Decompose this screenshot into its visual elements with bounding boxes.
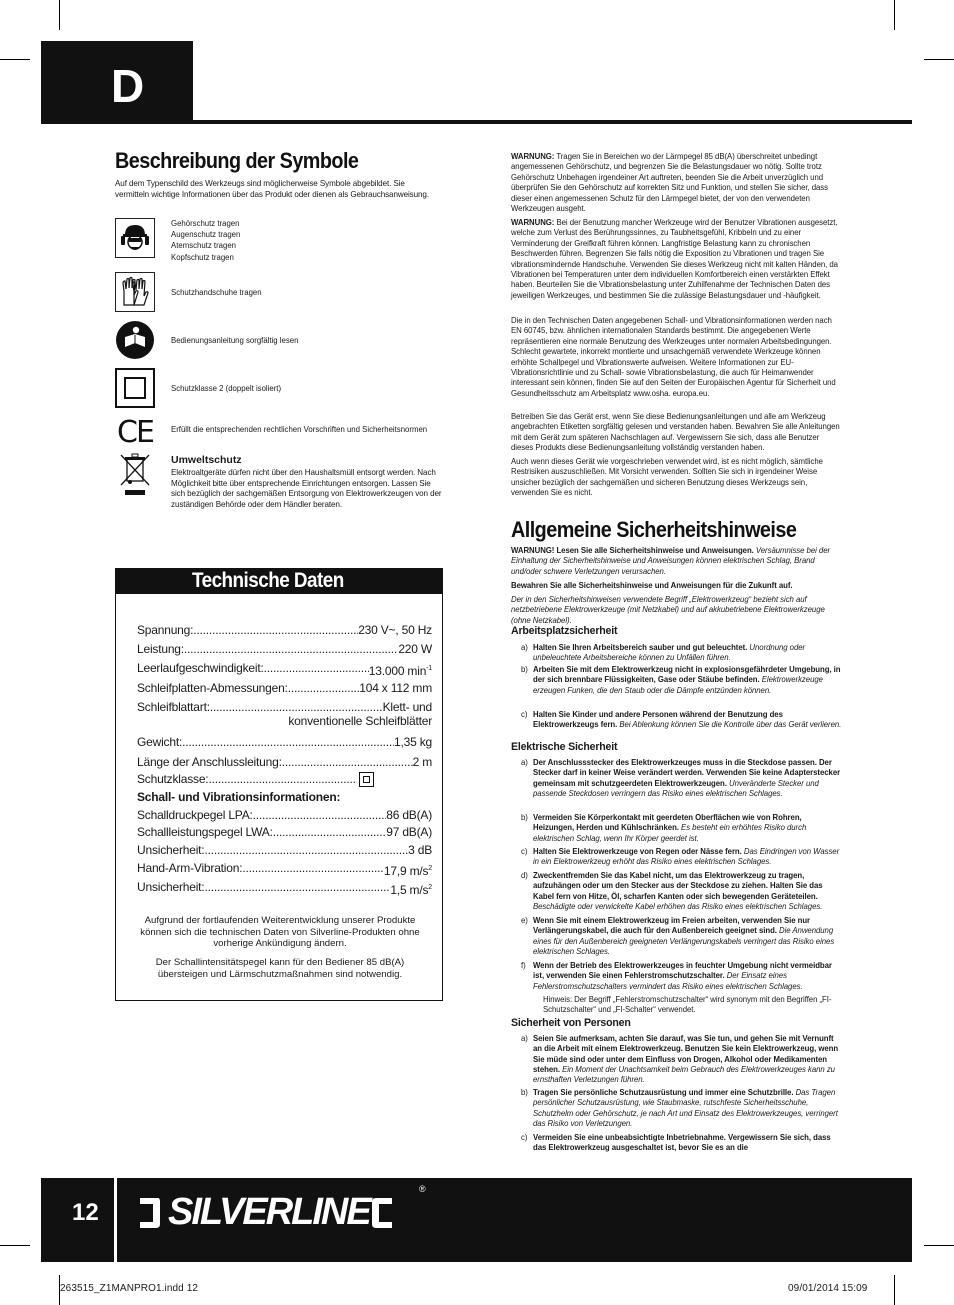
symbol-gloves — [115, 272, 155, 312]
safety-term: Der in den Sicherheitshinweisen verwendete Begriff „Elektrowerkzeug“ bezieht sich auf netzbetriebene Elektrowerkzeuge (mit Netzkabel) und auf akkubetriebene Elektrowerkzeuge (ohne Netzkabel). — [511, 595, 825, 625]
list-item: b) Tragen Sie persönliche Schutzausrüstung und immer eine Schutzbrille. Das Tragen persönlicher Schutzausrüstung, wie Staubmaske, rutschfeste Sicherheitsschuhe, Schutzhelm oder Gehörschutz, je nach Art und Einsatz des Elektrowerkzeuges, verringert das Risiko von Verletzungen. — [521, 1088, 838, 1128]
spec-row: Unsicherheit: ..... 1,5 $m/s^2$ — [137, 880, 432, 898]
list-item: c) Vermeiden Sie eine unbeabsichtigte Inbetriebnahme. Vergewissern Sie sich, dass das Elektrowerkzeug ausgeschaltet ist, bevor Sie es an die — [521, 1133, 831, 1153]
symbol-line: Atemschutz tragen — [171, 241, 237, 251]
symbol-line: Augenschutz tragen — [171, 230, 241, 240]
symbol-class2 — [115, 368, 155, 408]
symbol-class2-text: Schutzklasse 2 (doppelt isoliert) — [171, 384, 282, 393]
registered-mark: ® — [419, 1184, 426, 1194]
hint-text: Hinweis: Der Begriff „Fehlerstromschutzschalter“ wird synonym mit den Begriffen „FI-Schutzschalter“ und „FI-Schalter“ verwendet. — [543, 995, 832, 1015]
page-footer — [41, 1178, 912, 1262]
spec-row: Schleifplatten-Abmessungen: ..... 104 x 112 mm — [137, 681, 432, 696]
tech-note: Der Schallintensitätspegel kann für den Bediener 85 dB(A) übersteigen und Lärmschutzmaßnahmen sind notwendig. — [155, 957, 405, 980]
protective-gear-icon — [115, 218, 155, 258]
work-safety-heading: Arbeitsplatzsicherheit — [511, 625, 618, 637]
list-item: f) Wenn der Betrieb des Elektrowerkzeuges in feuchter Umgebung nicht vermeidbar ist, verwenden Sie einen Fehlerstromschutzschalter. Der Einsatz eines Fehlerstromschutzschalters vermindert das Risiko eines elektrischen Schlages. — [521, 961, 832, 991]
class-2-icon — [359, 772, 374, 787]
spec-row: Hand-Arm-Vibration: ..... 17,9 $m/s^2$ — [137, 861, 432, 879]
list-item: d) Zweckentfremden Sie das Kabel nicht, um das Elektrowerkzeug zu tragen, aufzuhängen oder um den Stecker aus der Steckdose zu ziehen. Halten Sie das Kabel fern von Hitze, Öl, scharfen Kanten oder sich bewegenden Geräteteilen. Beschädigte oder verwickelte Kabel erhöhen das Risiko eines elektrischen Schlages. — [521, 871, 823, 911]
crop-mark — [924, 59, 954, 60]
spec-row: Schleifblattart: ..... Klett- und — [137, 700, 432, 715]
warning-noise: WARNUNG: Tragen Sie in Bereichen wo der Lärmpegel 85 dB(A) überschreitet unbedingt angemessenen Gehörschutz, und begrenzen Sie die Belastungsdauer wo nötig. Sollte trotz Gehörschutz Unbehagen irgendeiner Art auftreten, beenden Sie die Arbeit unverzüglich und überprüfen Sie den Gehörschutz auf korrekten Sitz und Funktion, und stellen Sie sicher, dass dieser einen angemessenen Schutz für den Lärmpegel bietet, der von den verwendeten Werkzeugen ausgeht. — [511, 152, 828, 214]
crop-mark — [0, 59, 30, 60]
crop-mark — [59, 0, 60, 30]
symbol-manual — [115, 320, 155, 360]
header-rule — [193, 120, 912, 124]
gloves-icon — [115, 272, 155, 312]
symbol-ce — [115, 412, 155, 452]
spec-row: Leistung: ..... 220 W — [137, 642, 432, 657]
symbol-gloves-text: Schutzhandschuhe tragen — [171, 288, 262, 297]
spec-row: Länge der Anschlussleitung: ..... 2 m — [137, 755, 432, 770]
spec-row: Unsicherheit: ..... 3 dB — [137, 843, 432, 858]
class-2-icon — [115, 368, 155, 408]
spec-row: Leerlaufgeschwindigkeit: ..... 13.000 $\min^{-1}$ — [137, 661, 432, 679]
footer-divider — [114, 1178, 117, 1262]
list-item: e) Wenn Sie mit einem Elektrowerkzeug im Freien arbeiten, verwenden Sie nur Verlängerungskabel, die auch für den Außenbereich geeignet sind. Die Anwendung eines für den Außenbereich geeigneten Verlängerungskabels verringert das Risiko eines elektrischen Schlages. — [521, 916, 835, 956]
spec-row: Schalldruckpegel LPA: ..... 86 dB(A) — [137, 808, 432, 823]
info-paragraph: Die in den Technischen Daten angegebenen Schall- und Vibrationsinformationen werden nach EN 60745, bzw. ähnlichen internationalen Standards bestimmt. Die angegebenen Werte repräsentieren eine normale Benutzung des Werkzeuges unter normalen Arbeitsbedingungen. Schlecht gewartete, inkorrekt montierte und unsachgemäß verwendete Werkzeuge können erhöhte Schallpegel und Vibrationswerte aufweisen. Weitere Informationen zur EU-Vibrationsrichtlinie und zu Schall- sowie Vibrationsbelastung, die auch für Heimanwender interessant sein können, finden Sie auf den Seiten der Europäischen Agentur für Sicherheit und Gesundheitsschutz am Arbeitsplatz www.osha. europa.eu. — [511, 316, 836, 398]
noise-title: Schall- und Vibrationsinformationen: — [137, 790, 341, 804]
symbol-ce-text: Erfüllt die entsprechenden rechtlichen Vorschriften und Sicherheitsnormen — [171, 425, 428, 434]
section-letter: D — [41, 41, 193, 124]
crop-mark — [0, 1245, 30, 1246]
list-item: a) Der Anschlussstecker des Elektrowerkzeuges muss in die Steckdose passen. Der Stecker darf in keiner Weise verändert werden. Verwenden Sie keine Adapterstecker gemeinsam mit schutzgeerdeten Elektrowerkzeugen. Unveränderte Stecker und passende Steckdosen verringern das Risiko eines elektrischen Schlages. — [521, 758, 841, 798]
ce-mark-icon: CE — [117, 414, 153, 450]
page-number: 12 — [72, 1199, 99, 1226]
spec-row: Gewicht: ..... 1,35 kg — [137, 735, 432, 750]
crop-mark — [894, 1275, 895, 1305]
symbol-ppe — [115, 218, 155, 258]
spec-row: Schallleistungspegel LWA: ..... 97 dB(A) — [137, 825, 432, 840]
info-paragraph: Betreiben Sie das Gerät erst, wenn Sie diese Bedienungsanleitungen und alle am Werkzeug angebrachten Etiketten sorgfältig gelesen und verstanden haben. Bewahren Sie alle Anleitungen mit dem Gerät zum späteren Nachschlagen auf. Vergewissern Sie sich, dass alle Benutzer dieses Produkts diese Bedienungsanleitung vollständig verstanden haben. — [511, 412, 840, 453]
page-header — [41, 41, 912, 124]
crop-mark — [924, 1245, 954, 1246]
tech-title: Technische Daten — [192, 569, 344, 592]
safety-keep: Bewahren Sie alle Sicherheitshinweise und Anweisungen für die Zukunft auf. — [511, 581, 793, 590]
technical-data-box — [115, 568, 443, 1001]
crop-mark — [894, 0, 895, 30]
slug-date: 09/01/2014 15:09 — [788, 1283, 868, 1294]
crossed-bin-icon — [115, 454, 155, 494]
spec-row-cont: konventionelle Schleifblätter — [288, 714, 432, 728]
personal-safety-heading: Sicherheit von Personen — [511, 1017, 631, 1029]
symbol-line: Kopfschutz tragen — [171, 252, 234, 262]
tech-title-bar — [115, 568, 443, 594]
electrical-safety-heading: Elektrische Sicherheit — [511, 741, 618, 753]
environment-text: Elektroaltgeräte dürfen nicht über den Haushaltsmüll entsorgt werden. Nach Möglichkeit bitte über entsprechende Einrichtungen entsorgen. Lassen Sie sich bezüglich der sachgemäßen Entsorgung von Elektrowerkzeugen von der zuständigen Behörde oder dem Händler beraten. — [171, 468, 442, 509]
list-item: a) Halten Sie Ihren Arbeitsbereich sauber und gut beleuchtet. Unordnung oder unbeleuchtete Arbeitsbereiche können zu Unfällen führen. — [521, 643, 806, 663]
list-item: b) Vermeiden Sie Körperkontakt mit geerdeten Oberflächen wie von Rohren, Heizungen, Herden und Kühlschränken. Es besteht ein erhöhtes Risiko durch elektrischen Schlag, wenn Ihr Körper geerdet ist. — [521, 813, 807, 843]
logo-right-bracket-icon — [370, 1194, 396, 1230]
logo-left-bracket-icon — [136, 1194, 162, 1230]
spec-row: Spannung: ..... 230 V~, 50 Hz — [137, 623, 432, 638]
symbol-weee — [115, 454, 155, 494]
tech-note: Aufgrund der fortlaufenden Weiterentwicklung unserer Produkte können sich die technischen Daten von Silverline-Produkten ohne vorherige Ankündigung ändern. — [140, 915, 420, 949]
warning-vibration: WARNUNG: Bei der Benutzung mancher Werkzeuge wird der Benutzer Vibrationen ausgesetzt, welche zum Verlust des Berührungssinnes, zu Taubheitsgefühl, Kribbeln und zu einer Verminderung der Greifkraft führen können. Langfristige Belastung kann zu chronischen Beschwerden führen. Begrenzen Sie falls nötig die Exposition zu Vibrationen und tragen Sie vibrationsmindernde Handschuhe. Verwenden Sie dieses Werkzeug nicht mit kalten Händen, da Vibrationen bei Temperaturen unter dem individuellen Komfortbereich einen verstärkten Effekt haben. Beurteilen Sie die Vibrationsbelastung unter Zuhilfenahme der Technischen Daten des jeweiligen Werkzeuges, und bestimmen Sie die zulässige Belastungsdauer und -häufigkeit. — [511, 218, 838, 300]
symbol-ppe-text — [171, 218, 451, 263]
list-item: c) Halten Sie Elektrowerkzeuge von Regen oder Nässe fern. Das Eindringen von Wasser in ein Elektrowerkzeug erhöht das Risiko eines elektrischen Schlages. — [521, 847, 840, 867]
list-item: a) Seien Sie aufmerksam, achten Sie darauf, was Sie tun, und gehen Sie mit Vernunft an die Arbeit mit einem Elektrowerkzeug. Benutzen Sie kein Elektrowerkzeug, wenn Sie müde sind oder unter dem Einfluss von Drogen, Alkohol oder Medikamenten stehen. Ein Moment der Unachtsamkeit beim Gebrauch des Elektrowerkzeuges kann zu ernsthaften Verletzungen führen. — [521, 1034, 839, 1085]
safety-warning: WARNUNG! Lesen Sie alle Sicherheitshinweise und Anweisungen. Versäumnisse bei der Einhaltung der Sicherheitshinweise und Anweisungen können elektrischen Schlag, Brand und/oder schwere Verletzungen verursachen. — [511, 546, 831, 576]
spec-row: Schutzklasse: ..... — [137, 772, 374, 787]
symbols-title: Beschreibung der Symbole — [115, 148, 359, 173]
silverline-logo — [136, 1192, 396, 1232]
symbol-line: Gehörschutz tragen — [171, 219, 240, 228]
environment-title: Umweltschutz — [171, 454, 242, 466]
brand-wordmark: SILVERLINE — [168, 1190, 370, 1233]
list-item: c) Halten Sie Kinder und andere Personen während der Benutzung des Elektrowerkzeugs fern. Bei Ablenkung können Sie die Kontrolle über das Gerät verlieren. — [521, 710, 842, 730]
symbols-intro: Auf dem Typenschild des Werkzeugs sind möglicherweise Symbole abgebildet. Sie vermitteln wichtige Informationen über das Produkt oder dienen als Gebrauchsanweisung. — [115, 179, 429, 199]
read-manual-icon — [115, 320, 155, 360]
safety-title: Allgemeine Sicherheitshinweise — [511, 517, 797, 542]
list-item: b) Arbeiten Sie mit dem Elektrowerkzeug nicht in explosionsgefährdeter Umgebung, in der sich brennbare Flüssigkeiten, Gase oder Stäube befinden. Elektrowerkzeuge erzeugen Funken, die den Staub oder die Dämpfe entzünden können. — [521, 665, 841, 695]
slug-filename: 263515_Z1MANPRO1.indd 12 — [60, 1283, 199, 1294]
symbol-manual-text: Bedienungsanleitung sorgfältig lesen — [171, 336, 299, 345]
info-paragraph: Auch wenn dieses Gerät wie vorgeschrieben verwendet wird, ist es nicht möglich, sämtliche Restrisiken auszuschließen. Mit Vorsicht verwenden. Sollten Sie sich in irgendeiner Weise unsicher bezüglich der sachgemäßen und sicheren Benutzung dieses Werkzeugs sein, verwenden Sie es nicht. — [511, 457, 823, 498]
